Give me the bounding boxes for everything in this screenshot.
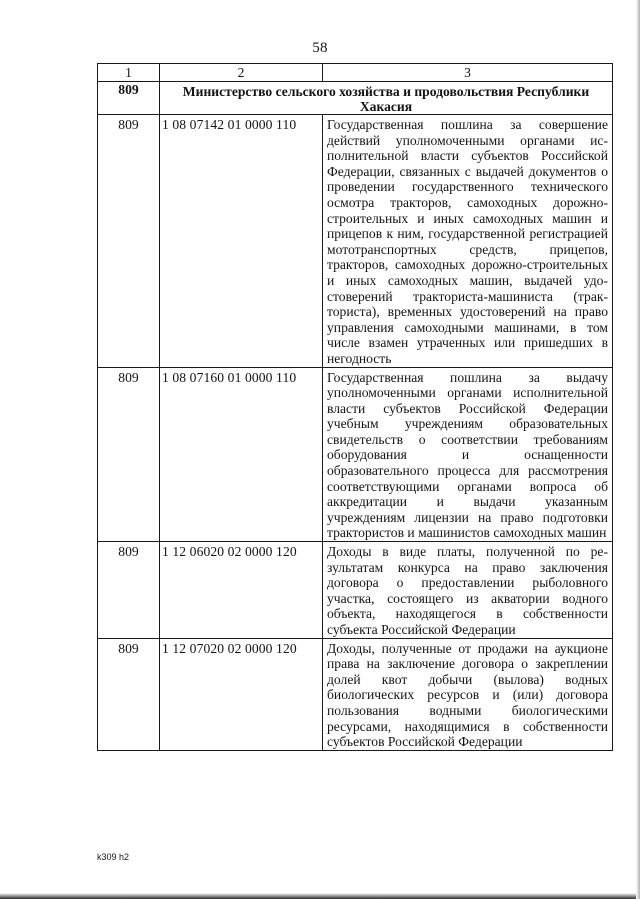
admin-code-cell: 809 <box>98 542 160 639</box>
scan-shadow-bottom <box>0 893 640 899</box>
column-number-1: 1 <box>98 64 160 82</box>
revenue-codes-table <box>97 63 613 751</box>
admin-code-cell: 809 <box>98 367 160 542</box>
column-number-row <box>98 64 613 82</box>
document-footer-code: k309 h2 <box>97 852 130 862</box>
scan-shadow-right <box>636 0 640 899</box>
table-row <box>98 367 613 542</box>
table-row <box>98 638 613 750</box>
admin-code-cell: 809 <box>98 638 160 750</box>
kbk-code-cell: 1 08 07142 01 0000 110 <box>160 115 323 368</box>
kbk-code-cell: 1 12 07020 02 0000 120 <box>160 638 323 750</box>
description-cell: Доходы в виде платы, полученной по результатам конкурса на право заключения договора о предоставлении рыболовного участка, состоящего из акватории водного объекта, находящегося в собственности субъекта Российской Федерации <box>323 542 613 639</box>
description-cell: Доходы, полученные от продажи на аукционе права на заключение договора о закреплении долей квот добычи (вылова) водных биологических ресурсов и (или) договора пользования водными биологическими ресурсами, находящимися в собственности субъектов Российской Федерации <box>323 638 613 750</box>
table-row <box>98 542 613 639</box>
ministry-code: 809 <box>98 82 160 115</box>
ministry-name: Министерство сельского хозяйства и продовольствия Республики Хакасия <box>160 82 613 115</box>
admin-code-cell: 809 <box>98 115 160 368</box>
description-cell: Государственная пошлина за выдачу уполномоченными органами исполнительной власти субъектов Российской Федерации учебным учреждениям образовательных свидетельств о соответствии требованиям оборудования и оснащенности образовательного процесса для рассмотрения соответствующими органами вопроса об аккредитации и выдачи указанным учреждениям лицензии на право подготовки трактористов и машинистов самоходных машин <box>323 367 613 542</box>
column-number-3: 3 <box>323 64 613 82</box>
description-cell: Государственная пошлина за совершение действий уполномоченными органами исполнительной власти субъектов Российской Федерации, связанных с выдачей документов о проведении государственного технического осмотра тракторов, самоходных дорожно-строительных и иных самоходных машин и прицепов к ним, государственной регистрацией мототранспортных средств, прицепов, тракторов, самоходных дорожно-строительных и иных самоходных машин, выдачей удостоверений тракториста-машиниста (тракториста), временных удостоверений на право управления самоходными машинами, в том числе взамен утраченных или пришедших в негодность <box>323 115 613 368</box>
table-row <box>98 115 613 368</box>
page-number: 58 <box>312 40 328 56</box>
ministry-row <box>98 82 613 115</box>
kbk-code-cell: 1 12 06020 02 0000 120 <box>160 542 323 639</box>
column-number-2: 2 <box>160 64 323 82</box>
kbk-code-cell: 1 08 07160 01 0000 110 <box>160 367 323 542</box>
